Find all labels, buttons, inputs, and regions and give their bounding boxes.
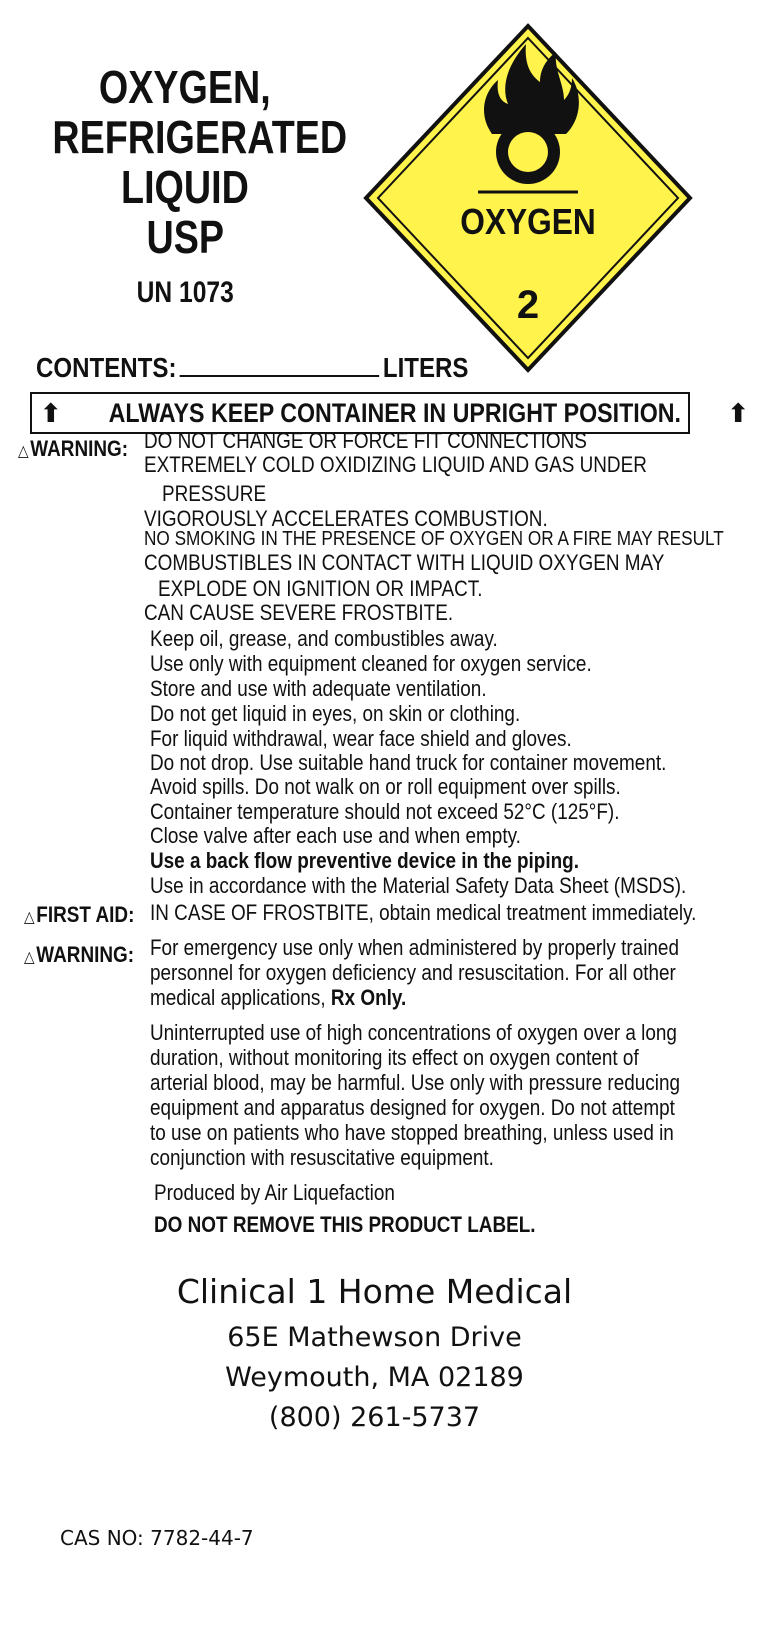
do-not-remove-notice: DO NOT REMOVE THIS PRODUCT LABEL. [154, 1212, 536, 1237]
product-name-line-1: OXYGEN, [99, 61, 271, 113]
warning-line: EXPLODE ON IGNITION OR IMPACT. [158, 576, 483, 601]
warning-line: CAN CAUSE SEVERE FROSTBITE. [144, 600, 454, 625]
warning-line: DO NOT CHANGE OR FORCE FIT CONNECTIONS [144, 428, 587, 453]
contents-field [36, 352, 539, 384]
warning-line: COMBUSTIBLES IN CONTACT WITH LIQUID OXYGEN MAY [144, 550, 665, 575]
warning-line: Container temperature should not exceed 52°C (125°F). [150, 799, 620, 824]
cas-number: CAS NO: 7782-44-7 [60, 1526, 254, 1550]
product-name-line-3: LIQUID [121, 161, 249, 213]
rx-only: Rx Only. [330, 985, 407, 1010]
warning2-line: medical applications, Rx Only. [150, 985, 407, 1010]
placard-class: 2 [516, 283, 540, 327]
first-aid-label: △FIRST AID: [24, 902, 135, 927]
company-phone: (800) 261-5737 [268, 1402, 481, 1433]
up-arrow-icon: ⬆ [40, 397, 62, 428]
warning2-line: equipment and apparatus designed for oxygen. Do not attempt [150, 1095, 675, 1120]
warning-line: Do not get liquid in eyes, on skin or clothing. [150, 701, 521, 726]
warning2-line: personnel for oxygen deficiency and resuscitation. For all other [150, 960, 676, 985]
placard-word: OXYGEN [460, 202, 596, 243]
warning-line: Keep oil, grease, and combustibles away. [150, 626, 498, 651]
warning2-line: arterial blood, may be harmful. Use only with pressure reducing [150, 1070, 681, 1095]
warning-triangle-icon: △ [18, 443, 29, 460]
up-arrow-icon: ⬆ [727, 397, 750, 428]
warning-line: For liquid withdrawal, wear face shield and gloves. [150, 726, 572, 751]
product-name-line-4: USP [146, 211, 224, 263]
warning-triangle-icon: △ [24, 909, 35, 926]
warning-line: Use only with equipment cleaned for oxygen service. [150, 651, 592, 676]
warning-line: Avoid spills. Do not walk on or roll equipment over spills. [150, 774, 621, 799]
warning-triangle-icon: △ [24, 949, 35, 966]
warning-line: Do not drop. Use suitable hand truck for container movement. [150, 750, 667, 775]
warning2-line: to use on patients who have stopped breathing, unless used in [150, 1120, 674, 1145]
warning2-line: For emergency use only when administered by properly trained [150, 935, 679, 960]
warning-line: Store and use with adequate ventilation. [150, 676, 487, 701]
oxidizer-placard [350, 22, 730, 382]
warning-label: △WARNING: [18, 436, 129, 461]
company-address-1: 65E Mathewson Drive [227, 1322, 522, 1353]
warning-label: △WARNING: [24, 942, 135, 967]
company-name: Clinical 1 Home Medical [176, 1272, 573, 1311]
warning-line: NO SMOKING IN THE PRESENCE OF OXYGEN OR A FIRE MAY RESULT [144, 528, 724, 550]
warning-line: VIGOROUSLY ACCELERATES COMBUSTION. [144, 506, 548, 531]
contents-unit: LITERS [382, 352, 469, 383]
upright-text: ALWAYS KEEP CONTAINER IN UPRIGHT POSITION. [108, 397, 681, 428]
product-name-line-2: REFRIGERATED [52, 111, 348, 163]
contents-blank [180, 353, 380, 377]
warning2-line: Uninterrupted use of high concentrations of oxygen over a long [150, 1020, 677, 1045]
warning-line: PRESSURE [162, 481, 267, 506]
company-address-2: Weymouth, MA 02189 [225, 1362, 524, 1393]
un-number: UN 1073 [136, 276, 234, 309]
warning2-line: conjunction with resuscitative equipment. [150, 1145, 494, 1170]
warning-line: Use a back flow preventive device in the piping. [150, 848, 579, 873]
warning-line: Use in accordance with the Material Safety Data Sheet (MSDS). [150, 873, 687, 898]
warning-line: Close valve after each use and when empty. [150, 823, 521, 848]
warning2-line: duration, without monitoring its effect on oxygen content of [150, 1045, 639, 1070]
first-aid-text: IN CASE OF FROSTBITE, obtain medical treatment immediately. [150, 900, 697, 925]
produced-by: Produced by Air Liquefaction [154, 1180, 395, 1205]
contents-label: CONTENTS: [36, 352, 177, 383]
warning-line: EXTREMELY COLD OXIDIZING LIQUID AND GAS UNDER [144, 452, 647, 477]
